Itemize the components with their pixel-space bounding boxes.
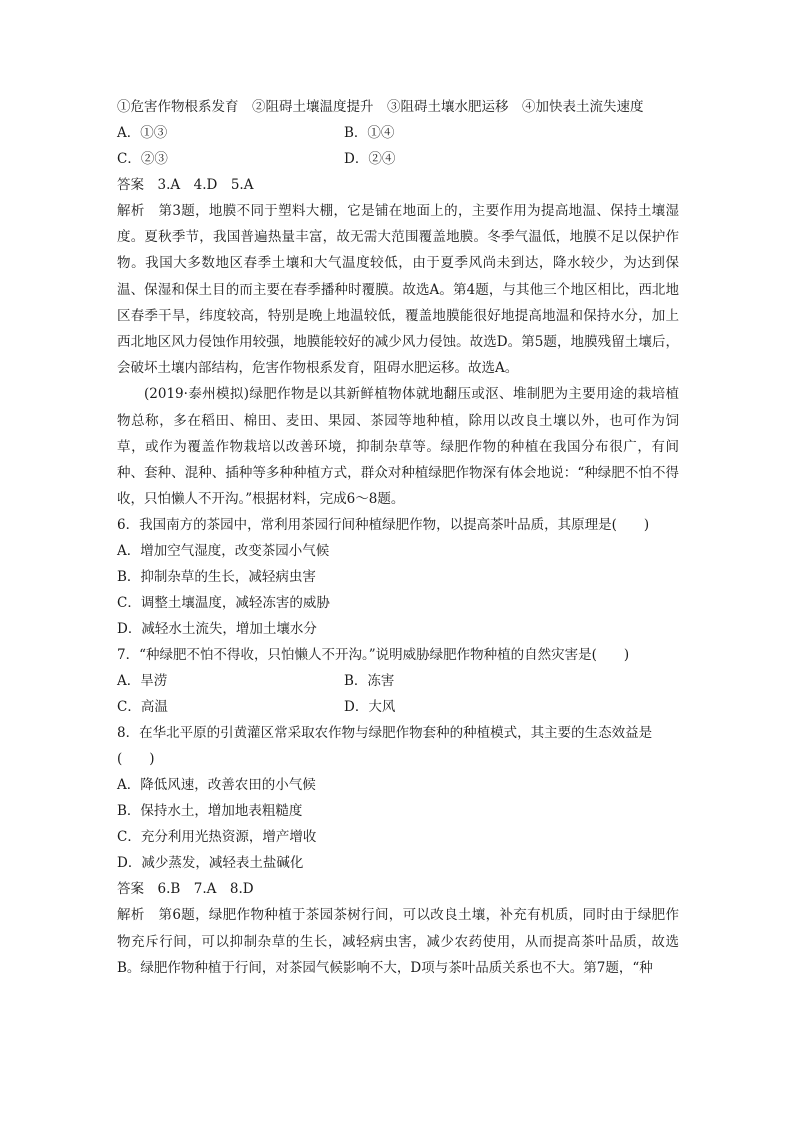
q7-stem: 7．“种绿肥不怕不得收，只怕懒人不开沟。”说明威胁绿肥作物种植的自然灾害是( ) [117,647,630,664]
q8-option-a: A．降低风速，改善农田的小气候 [117,777,316,794]
material-paragraph: (2019·泰州模拟)绿肥作物是以其新鲜植物体就地翻压或沤、堆制肥为主要用途的栽培植物总称，多在稻田、棉田、麦田、果园、茶园等地种植，除用以改良土壤以外，也可作为饲草，或作为覆盖作物栽培以改善环境，抑制杂草等。绿肥作物的种植在我国分布很广，有间种、套种、混种、插种等多种种植方式，群众对种植绿肥作物深有体会地说：“种绿肥不怕不得收，只怕懒人不开沟。”根据材料，完成6～8题。 [117,386,679,508]
q5-options-row-1 [117,120,679,146]
q5-options-row-2 [117,146,679,172]
q7-option-a: A．旱涝 [117,673,168,690]
q5-option-c: C．②③ [117,151,168,167]
q8-stem: 8．在华北平原的引黄灌区常采取农作物与绿肥作物套种的种植模式，其主要的生态效益是 [117,725,653,742]
analysis-3-5: 解析 第3题，地膜不同于塑料大棚，它是铺在地面上的，主要作用为提高地温、保持土壤湿度。夏秋季节，我国普遍热量丰富，故无需大范围覆盖地膜。冬季气温低，地膜不足以保护作物。我国大多数地区春季土壤和大气温度较低，由于夏季风尚未到达，降水较少，为达到保温、保湿和保土目的而主要在春季播种时覆膜。故选A。第4题，与其他三个地区相比，西北地区春季干旱，纬度较高，特别是晚上地温较低，覆盖地膜能很好地提高地温和保持水分，加上西北地区风力侵蚀作用较强，地膜能较好的减少风力侵蚀。故选D。第5题，地膜残留土壤后，会破坏土壤内部结构，危害作物根系发育，阻碍水肥运移。故选A。 [117,203,679,377]
q7-options-row-2 [117,694,679,720]
answer-3-5: 答案 3.A 4.D 5.A [117,177,254,193]
q5-option-items: ①危害作物根系发育 ②阻碍土壤温度提升 ③阻碍土壤水肥运移 ④加快表土流失速度 [117,99,644,115]
q5-option-d: D．②④ [344,151,396,167]
q8-option-c: C．充分利用光热资源，增产增收 [117,829,317,846]
q8-option-d: D．减少蒸发，减轻表土盐碱化 [117,855,304,872]
q7-option-c: C．高温 [117,699,168,716]
q6-option-b: B．抑制杂草的生长，减轻病虫害 [117,569,316,586]
q8-option-b: B．保持水土，增加地表粗糙度 [117,803,303,820]
q6-option-c: C．调整土壤温度，减轻冻害的威胁 [117,595,330,612]
q7-options-row-1 [117,668,679,694]
q5-option-a: A．①③ [117,125,168,141]
q7-option-b: B．冻害 [344,673,395,690]
q6-option-d: D．减轻水土流失，增加土壤水分 [117,621,317,638]
q5-option-b: B．①④ [344,125,395,141]
analysis-6-8: 解析 第6题，绿肥作物种植于茶园茶树行间，可以改良土壤，补充有机质，同时由于绿肥作物充斥行间，可以抑制杂草的生长，减轻病虫害，减少农药使用，从而提高茶叶品质，故选B。绿肥作物种植于行间，对茶园气候影响不大，D项与茶叶品质关系也不大。第7题，“种 [117,907,679,976]
q7-option-d: D．大风 [344,699,396,716]
q8-answer-paren: ( ) [117,751,155,768]
document-page [117,94,679,981]
q6-option-a: A．增加空气湿度，改变茶园小气候 [117,543,330,560]
answer-6-8: 答案 6.B 7.A 8.D [117,881,254,898]
q6-stem: 6．我国南方的茶园中，常利用茶园行间种植绿肥作物，以提高茶叶品质，其原理是( ) [117,517,650,534]
